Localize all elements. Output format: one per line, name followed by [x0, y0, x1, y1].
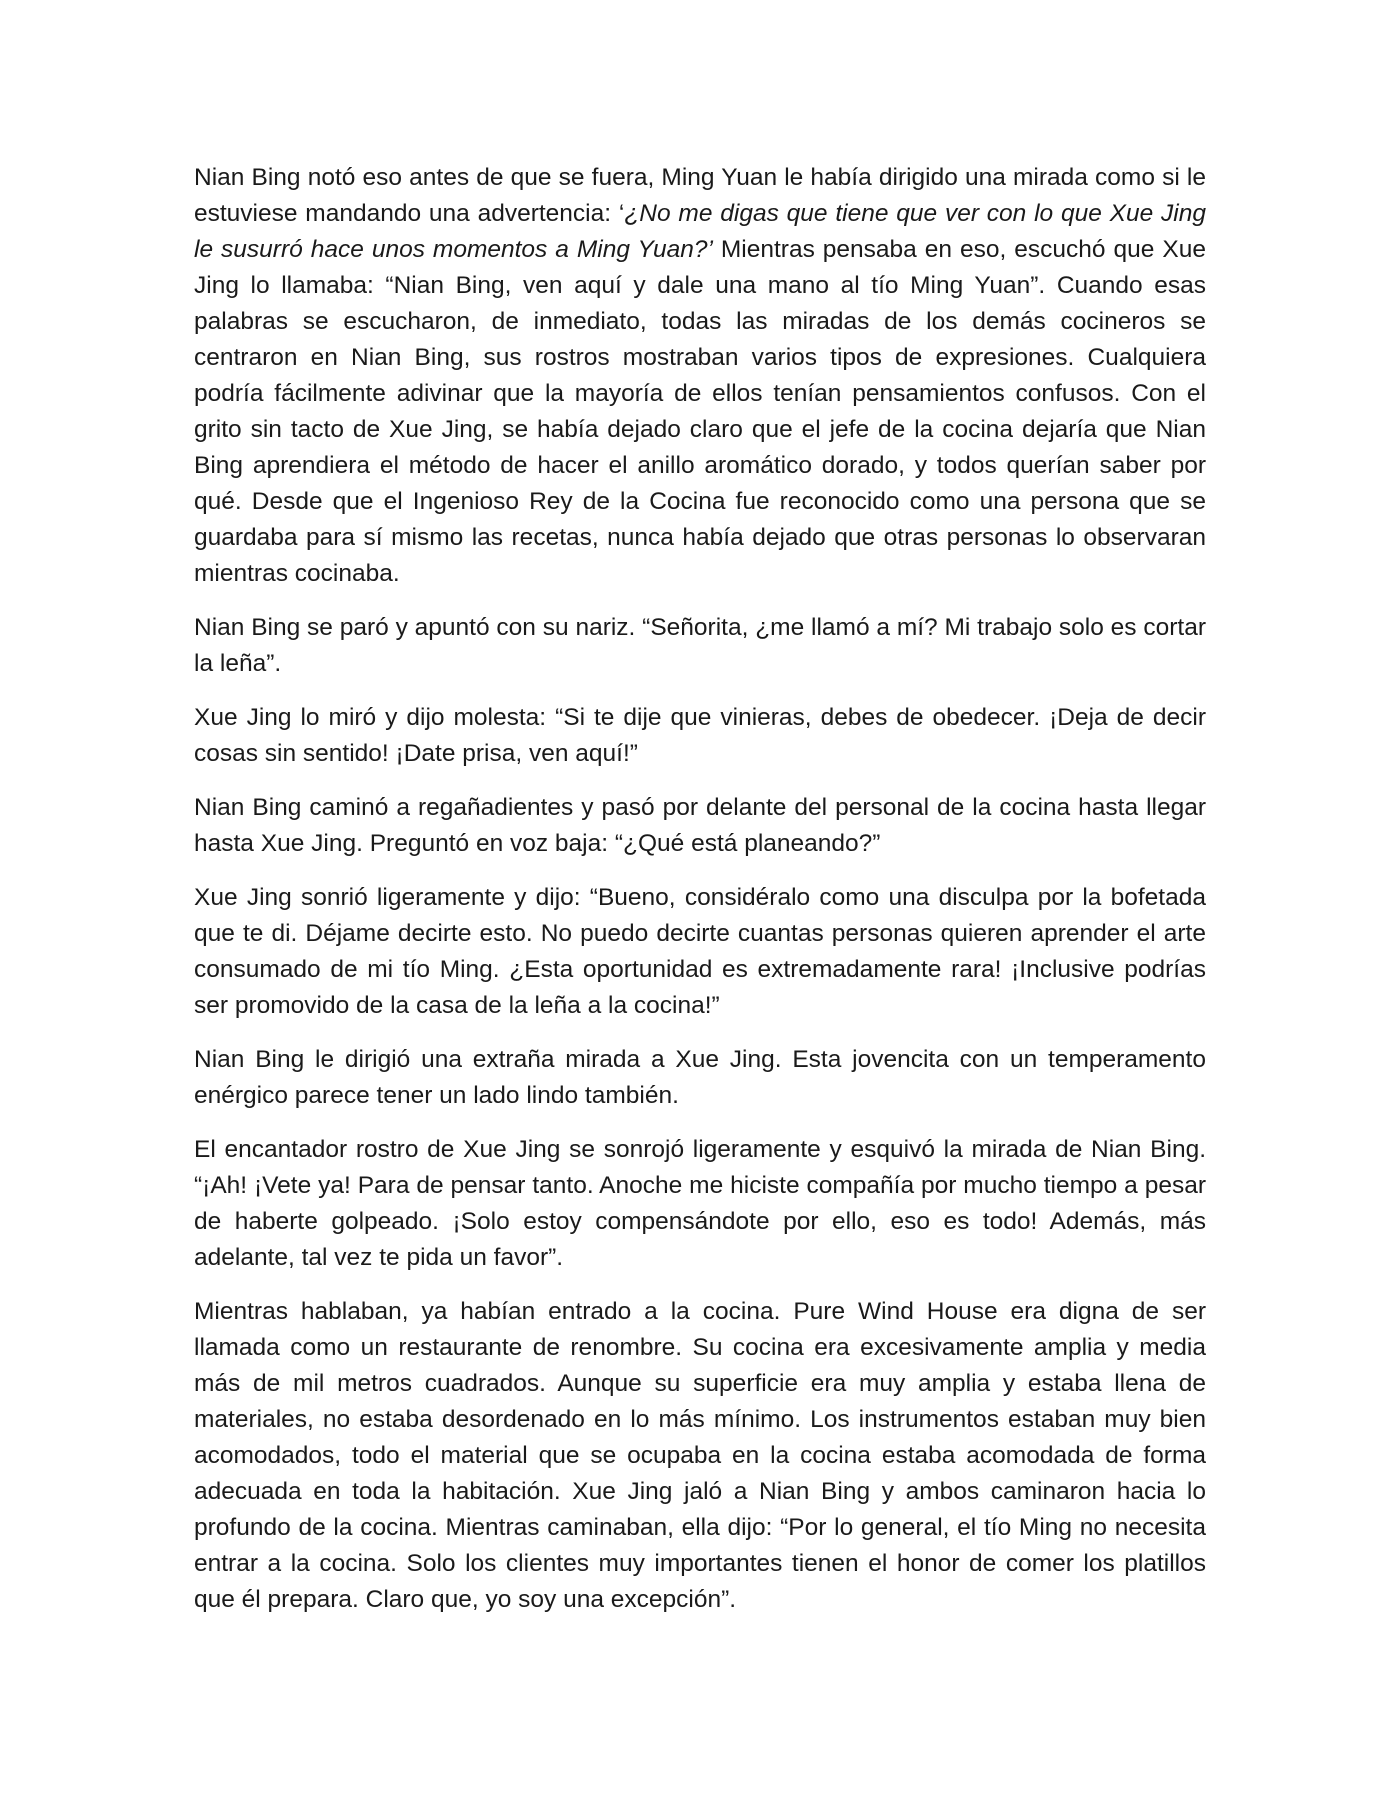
paragraph-2-text: Nian Bing se paró y apuntó con su nariz. “Señorita, ¿me llamó a mí? Mi trabajo solo es cortar la leña”.: [194, 614, 1206, 677]
paragraph-1: [194, 160, 1206, 592]
paragraph-7-text: El encantador rostro de Xue Jing se sonrojó ligeramente y esquivó la mirada de Nian Bing. “¡Ah! ¡Vete ya! Para de pensar tanto. Anoche me hiciste compañía por mucho tiempo a pesar de haberte golpeado. ¡Solo estoy compensándote por ello, eso es todo! Además, más adelante, tal vez te pida un favor”.: [194, 1136, 1206, 1271]
paragraph-8: [194, 1294, 1206, 1618]
paragraph-1-italic-thought: ¿No me digas que tiene que ver con lo que Xue Jing le susurró hace unos momentos a Ming Yuan?’: [194, 200, 1207, 263]
paragraph-5: [194, 880, 1206, 1024]
paragraph-4-text: Nian Bing caminó a regañadientes y pasó por delante del personal de la cocina hasta llegar hasta Xue Jing. Preguntó en voz baja: “¿Qué está planeando?”: [194, 794, 1206, 857]
paragraph-3: [194, 700, 1206, 772]
paragraph-5-text: Xue Jing sonrió ligeramente y dijo: “Bueno, considéralo como una disculpa por la bofetada que te di. Déjame decirte esto. No puedo decirte cuantas personas quieren aprender el arte consumado de mi tío Ming. ¿Esta oportunidad es extremadamente rara! ¡Inclusive podrías ser promovido de la casa de la leña a la cocina!”: [194, 884, 1206, 1019]
document-page: [194, 160, 1206, 1636]
paragraph-6-text: Nian Bing le dirigió una extraña mirada a Xue Jing. Esta jovencita con un temperamento enérgico parece tener un lado lindo también.: [194, 1046, 1206, 1109]
paragraph-6: [194, 1042, 1206, 1114]
paragraph-7: [194, 1132, 1206, 1276]
paragraph-1-text-b: Mientras pensaba en eso, escuchó que Xue Jing lo llamaba: “Nian Bing, ven aquí y dale una mano al tío Ming Yuan”. Cuando esas palabras se escucharon, de inmediato, todas las miradas de los demás cocineros se centraron en Nian Bing, sus rostros mostraban varios tipos de expresiones. Cualquiera podría fácilmente adivinar que la mayoría de ellos tenían pensamientos confusos. Con el grito sin tacto de Xue Jing, se había dejado claro que el jefe de la cocina dejaría que Nian Bing aprendiera el método de hacer el anillo aromático dorado, y todos querían saber por qué. Desde que el Ingenioso Rey de la Cocina fue reconocido como una persona que se guardaba para sí mismo las recetas, nunca había dejado que otras personas lo observaran mientras cocinaba.: [194, 236, 1206, 587]
paragraph-1-text-a: Nian Bing notó eso antes de que se fuera, Ming Yuan le había dirigido una mirada como si le estuviese mandando una advertencia: ‘: [194, 164, 1206, 227]
paragraph-3-text: Xue Jing lo miró y dijo molesta: “Si te dije que vinieras, debes de obedecer. ¡Deja de decir cosas sin sentido! ¡Date prisa, ven aquí!”: [194, 704, 1206, 767]
paragraph-4: [194, 790, 1206, 862]
paragraph-2: [194, 610, 1206, 682]
paragraph-8-text: Mientras hablaban, ya habían entrado a la cocina. Pure Wind House era digna de ser llamada como un restaurante de renombre. Su cocina era excesivamente amplia y media más de mil metros cuadrados. Aunque su superficie era muy amplia y estaba llena de materiales, no estaba desordenado en lo más mínimo. Los instrumentos estaban muy bien acomodados, todo el material que se ocupaba en la cocina estaba acomodada de forma adecuada en toda la habitación. Xue Jing jaló a Nian Bing y ambos caminaron hacia lo profundo de la cocina. Mientras caminaban, ella dijo: “Por lo general, el tío Ming no necesita entrar a la cocina. Solo los clientes muy importantes tienen el honor de comer los platillos que él prepara. Claro que, yo soy una excepción”.: [194, 1298, 1206, 1613]
